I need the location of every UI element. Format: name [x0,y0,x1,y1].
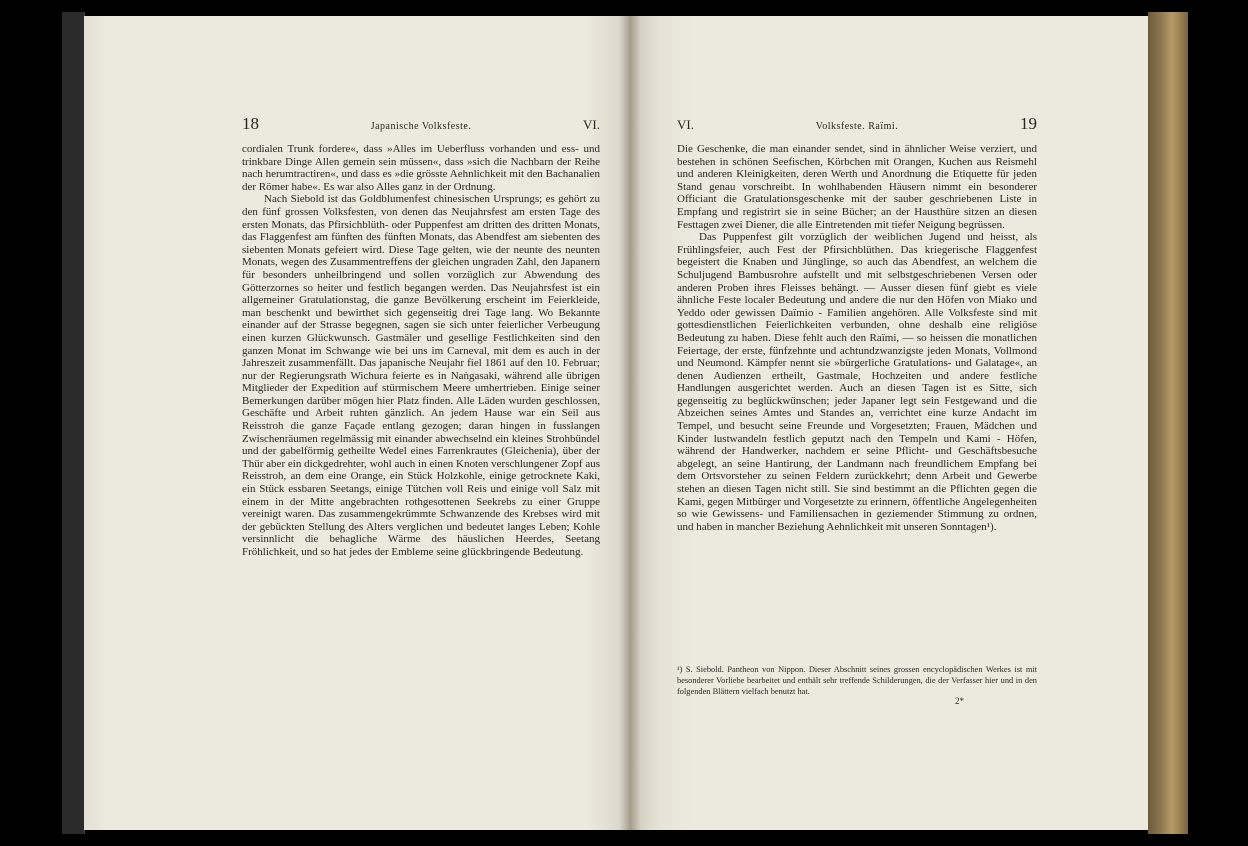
left-page-header [242,114,600,136]
footnote: ¹) S. Siebold. Pantheon von Nippon. Dieser Abschnitt seines grossen encyclopädischen Werkes ist mit besonderer Vorliebe bearbeitet und enthält sehr treffende Schilderungen, die der Verfasser hier und in den folgenden Blättern vielfach benutzt hat. [677,665,1037,696]
right-paragraph-2: Das Puppenfest gilt vorzüglich der weiblichen Jugend und heisst, als Frühlingsfeier, auch Fest der Pfirsichblüthen. Das kriegerische Flaggenfest begeistert die Knaben und Jünglinge, so auch das Abendfest, an welchem die Schuljugend Bambusrohre aufstellt und mit selbstgeschriebenen Versen oder anderen Proben ihres Fleisses behängt. — Ausser diesen fünf giebt es viele ähnliche Feste localer Bedeutung und andere die nur den Höfen von Miako und Yeddo oder gewissen Daïmio - Familien angehören. Alle Volksfeste sind mit gottesdienstlichen Feierlichkeiten verbunden, ohne deshalb eine religiöse Bedeutung zu haben. Diese fehlt auch den Raïmi, — so heissen die monatlichen Feiertage, der erste, fünfzehnte und achtundzwanzigste jeden Monats, Vollmond und Neumond. Kämpfer nennt sie »bürgerliche Gratulations- und Galatage«, an denen Audienzen ertheilt, Gastmale, Hochzeiten und andere festliche Handlungen ausgerichtet werden. Auch an diesen Tagen ist es Sitte, sich gegenseitig zu beglückwünschen; jeder Japaner legt sein Festgewand und die Abzeichen seines Amtes und Standes an, verrichtet eine kurze Andacht im Tempel, und besucht seine Freunde und Vorgesetzten; Frauen, Mädchen und Kinder lustwandeln festlich geputzt nach den Tempeln und Kami - Höfen, während der Handwerker, nachdem er seine Pflicht- und Geschäftsbesuche abgelegt, an seine Hantirung, der Landmann nach freundlichem Empfang bei dem Ortsvorsteher zu seinen Feldern zurückkehrt; denn Arbeit und Gewerbe stehen an diesen Tagen nicht still. Sie sind bestimmt an die Pflichten gegen die Kami, gegen Mitbürger und Vorgesetzte zu erinnern, öffentliche Angelegenheiten so wie Gewissens- und Familiensachen in geziemender Stimmung zu ordnen, und haben in mancher Beziehung Aehnlichkeit mit unseren Sonntagen¹). [677,231,1037,533]
right-page-number: 19 [1020,114,1037,133]
right-section-number: VI. [677,117,694,132]
left-paragraph-1: cordialen Trunk fordere«, dass »Alles im Ueberfluss vorhanden und ess- und trinkbare Dinge Allen gemein sein müssen«, dass »sich die Nachbarn der Reihe nach herumtractiren«, und dass es »die grösste Aehnlichkeit mit den Bachanalien der Römer habe«. Es war also Alles ganz in der Ordnung. [242,143,600,193]
book-cover-left [62,12,85,834]
right-paragraph-1: Die Geschenke, die man einander sendet, sind in ähnlicher Weise verziert, und bestehen in schönen Seefischen, Körbchen mit Orangen, Kuchen aus Reismehl und anderen Kleinigkeiten, deren Werth und Anordnung die Etiquette für jeden Stand genau vorschreibt. In wohlhabenden Häusern nimmt ein besonderer Officiant die Gratulationsgeschenke mit der sauber geschriebenen Liste in Empfang und registrirt sie in seine Bücher; an der Hausthüre sitzen an diesen Festtagen zwei Diener, die alle Eintretenden mit tiefer Neigung begrüssen. [677,143,1037,231]
right-page-text [677,143,1037,533]
left-running-head: Japanische Volksfeste. [370,121,472,132]
book-gutter [619,16,641,830]
signature-mark: 2* [955,696,964,706]
book-edge-right [1148,12,1188,834]
left-page-text [242,143,600,559]
left-page [84,16,629,830]
right-running-head: Volksfeste. Raïmi. [815,121,899,132]
open-book [62,12,1188,834]
right-page [629,16,1148,830]
right-page-header [677,114,1037,136]
left-paragraph-2: Nach Siebold ist das Goldblumenfest chinesischen Ursprungs; es gehört zu den fünf grossen Volksfesten, von denen das Neujahrsfest am ersten Tage des ersten Monats, das Pfirsichblüth- oder Puppenfest am dritten des dritten Monats, das Flaggenfest am fünften des fünften Monats, das Abendfest am siebenten des siebenten Monats gefeiert wird. Diese Tage gelten, wie der neunte des neunten Monats, wegen des Zusammentreffens der gleichen ungraden Zahl, den Japanern für besonders unheilbringend und sollen vorzüglich zur Abwendung des Götterzornes so heiter und festlich begangen werden. Das Neujahrsfest ist ein allgemeiner Gratulationstag, die ganze Bevölkerung erscheint im Feierkleide, man beschenkt und bewirthet sich gegenseitig drei Tage lang. Wo Bekannte einander auf der Strasse begegnen, sagen sie sich unter feierlicher Verbeugung einen kurzen Glückwunsch. Gastmäler und gesellige Festlichkeiten sind den ganzen Monat im Schwange wie bei uns im Carneval, mit dem es auch in der Jahreszeit zusammenfällt. Das japanische Neujahr fiel 1861 auf den 10. Februar; nur der Regierungsrath Wichura feierte es in Naṅgasaki, während alle übrigen Mitglieder der Expedition auf stürmischem Meere umhertrieben. Einige seiner Bemerkungen darüber mögen hier Platz finden. Alle Läden wurden geschlossen, Geschäfte und Arbeit ruhten gänzlich. An jedem Hause war ein Seil aus Reisstroh die ganze Façade entlang gezogen; daran hingen in fusslangen Zwischenräumen regelmässig mit einander abwechselnd ein kleines Strohbündel und der gabelförmig getheilte Wedel eines Farrenkrautes (Gleichenia), über der Thür aber ein dickgedrehter, wohl auch in einen Knoten verschlungener Zopf aus Reisstroh, an dem eine Orange, ein Stück Holzkohle, einige getrocknete Kaki, ein Stück essbaren Seetangs, einige Tütchen voll Reis und einige voll Salz mit einem in der Mitte angebrachten rothgesottenen Seekrebs zu einer Gruppe vereinigt waren. Das zusammengekrümmte Schwanzende des Krebses wird mit der gebückten Stellung des Alters verglichen und bedeutet langes Leben; Kohle versinnlicht die behagliche Wärme des häuslichen Heerdes, Seetang Fröhlichkeit, und so hat jedes der Embleme seine glückbringende Bedeutung. [242,193,600,558]
left-page-number: 18 [242,114,259,133]
left-section-number: VI. [583,117,600,132]
